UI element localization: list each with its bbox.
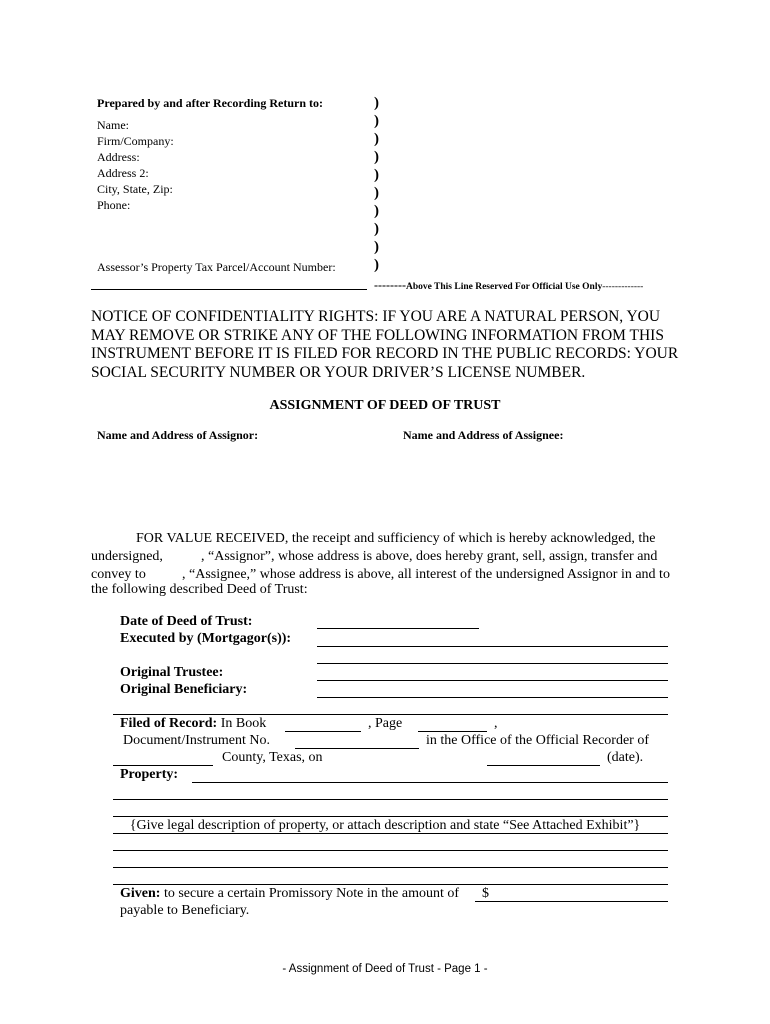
filed-of-record-label: Filed of Record:: [120, 716, 218, 731]
bracket-paren: ): [374, 131, 379, 147]
body-line-4: the following described Deed of Trust:: [91, 582, 308, 597]
page-footer: - Assignment of Deed of Trust - Page 1 -: [282, 963, 488, 975]
in-book-label: In Book: [220, 716, 267, 731]
county-label: County, Texas, on: [222, 750, 323, 765]
prepared-by-label: Prepared by and after Recording Return to:: [97, 96, 323, 110]
executed-by-label: Executed by (Mortgagor(s)):: [120, 631, 292, 646]
recorder-office-label: in the Office of the Official Recorder of: [426, 733, 650, 748]
original-trustee-line[interactable]: [317, 680, 668, 681]
original-trustee-label: Original Trustee:: [120, 665, 224, 680]
document-title: ASSIGNMENT OF DEED OF TRUST: [269, 398, 501, 413]
separator-line: [113, 714, 668, 715]
body-line-1: FOR VALUE RECEIVED, the receipt and sufficiency of which is hereby acknowledged, the: [136, 531, 656, 546]
bracket-paren: ): [374, 113, 379, 129]
phone-field-label: Phone:: [97, 198, 131, 212]
body-line-2: , “Assignor”, whose address is above, does hereby grant, sell, assign, transfer and: [201, 549, 658, 564]
assignee-label: Name and Address of Assignee:: [403, 428, 564, 442]
document-number-label: Document/Instrument No.: [123, 733, 270, 748]
note-amount-line[interactable]: [475, 901, 668, 902]
name-field-label: Name:: [97, 118, 129, 132]
body-convey-to: convey to: [91, 567, 146, 582]
property-line-7[interactable]: [113, 884, 668, 885]
property-line[interactable]: [192, 782, 668, 783]
page-comma: ,: [494, 716, 498, 731]
bracket-paren: ): [374, 167, 379, 183]
filed-of-record-row: [120, 716, 266, 732]
given-row: [120, 886, 459, 902]
document-number-line[interactable]: [295, 748, 419, 749]
body-line-3: , “Assignee,” whose address is above, all interest of the undersigned Assignor in and to: [182, 567, 670, 582]
executed-by-line-2[interactable]: [317, 663, 668, 664]
bracket-paren: ): [374, 239, 379, 255]
county-line[interactable]: [113, 765, 213, 766]
property-line-5[interactable]: [113, 850, 668, 851]
address2-field-label: Address 2:: [97, 166, 149, 180]
record-date-line[interactable]: [487, 765, 600, 766]
page-number-line[interactable]: [418, 731, 487, 732]
original-beneficiary-line[interactable]: [317, 697, 668, 698]
parcel-number-label: Assessor’s Property Tax Parcel/Account Number:: [97, 260, 336, 274]
official-use-reserved-line: --------Above This Line Reserved For Official Use Only-------------: [374, 278, 644, 292]
date-suffix-label: (date).: [607, 750, 644, 765]
date-of-deed-label: Date of Deed of Trust:: [120, 614, 253, 629]
assignor-label: Name and Address of Assignor:: [97, 428, 259, 442]
book-number-line[interactable]: [285, 731, 361, 732]
city-state-zip-field-label: City, State, Zip:: [97, 182, 173, 196]
bracket-paren: ): [374, 203, 379, 219]
body-undersigned: undersigned,: [91, 549, 163, 564]
property-line-4[interactable]: [113, 833, 668, 834]
bracket-paren: ): [374, 185, 379, 201]
given-text: to secure a certain Promissory Note in the amount of: [163, 886, 460, 901]
dollar-sign: $: [482, 886, 489, 901]
bracket-paren: ): [374, 221, 379, 237]
original-beneficiary-label: Original Beneficiary:: [120, 682, 248, 697]
parcel-number-line[interactable]: [91, 289, 367, 290]
property-line-2[interactable]: [113, 799, 668, 800]
executed-by-line[interactable]: [317, 646, 668, 647]
confidentiality-notice: NOTICE OF CONFIDENTIALITY RIGHTS: IF YOU ARE A NATURAL PERSON, YOU MAY REMOVE OR STRIKE ANY OF THE FOLLOWING INFORMATION FROM THIS INSTRUMENT BEFORE IT IS FILED FOR RECORD IN THE PUBLIC RECORDS: YOUR SOCIAL SECURITY NUMBER OR YOUR DRIVER’S LICENSE NUMBER.: [91, 308, 679, 381]
bracket-paren: ): [374, 95, 379, 111]
property-line-3[interactable]: [113, 816, 668, 817]
property-label: Property:: [120, 767, 179, 782]
page-label: , Page: [368, 716, 403, 731]
given-label: Given:: [120, 886, 161, 901]
legal-description-instruction: {Give legal description of property, or attach description and state “See Attached Exhibit”}: [129, 818, 641, 833]
bracket-paren: ): [374, 149, 379, 165]
property-line-6[interactable]: [113, 867, 668, 868]
firm-field-label: Firm/Company:: [97, 134, 174, 148]
payable-text: payable to Beneficiary.: [120, 903, 250, 918]
date-of-deed-line[interactable]: [317, 628, 479, 629]
bracket-paren: ): [374, 257, 379, 273]
address-field-label: Address:: [97, 150, 140, 164]
